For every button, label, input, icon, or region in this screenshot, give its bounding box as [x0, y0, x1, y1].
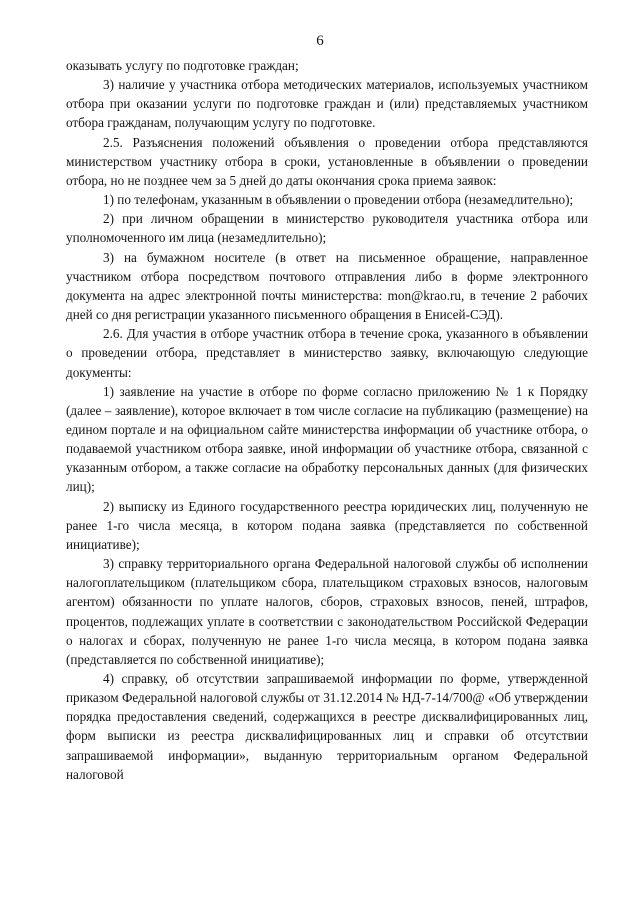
- paragraph-item-4-disqualified-certificate: 4) справку, об отсутствии запрашиваемой информации по форме, утвержденной приказом Федеральной налоговой службы от 31.12.2014 № НД-7-14/700@ «Об утверждении порядка предоставления сведений, содержащихся в реестре дисквалифицированных лиц, форм выписки из реестра дисквалифицированных лиц и справки об отсутствии запрашиваемой информации», выданную территориальным органом Федеральной налоговой: [66, 671, 588, 782]
- page-number: 6: [316, 33, 324, 49]
- paragraph-item-1-application: 1) заявление на участие в отборе по форме согласно приложению № 1 к Порядку (далее – заявление), которое включает в том числе согласие на публикацию (размещение) на едином портале и на официальном сайте министерства информации об участнике отбора, о подаваемой участником отбора заявке, иной информации об участнике отбора, связанной с указанным отбором, а также согласие на обработку персональных данных (для физических лиц);: [66, 383, 588, 495]
- paragraph-item-1-phone: 1) по телефонам, указанным в объявлении о проведении отбора (незамедлительно);: [103, 192, 574, 208]
- paragraph-item-3-paper-response: 3) на бумажном носителе (в ответ на письменное обращение, направленное участником отбора посредством почтового отправления либо в форме электронного документа на адрес электронной почты министерства: mon@krao.ru, в течение 2 рабочих дней со дня регистрации указанного письменного обращения в Енисей-СЭД).: [66, 249, 588, 323]
- paragraph-item-3-methodical-materials: 3) наличие у участника отбора методических материалов, используемых участником отбора при оказании услуги по подготовке граждан и (или) представляемых участником отбора гражданам, получающим услугу по подготовке.: [66, 77, 588, 131]
- paragraph-continuation: оказывать услугу по подготовке граждан;: [66, 58, 299, 73]
- paragraph-item-2-registry-extract: 2) выписку из Единого государственного реестра юридических лиц, полученную не ранее 1-го числа месяца, в котором подана заявка (представляется по собственной инициативе);: [66, 498, 588, 552]
- paragraph-item-3-tax-certificate: 3) справку территориального органа Федеральной налоговой службы об исполнении налогоплательщиком (плательщиком сбора, плательщиком страховых взносов, налоговым агентом) обязанности по уплате налогов, сборов, страховых взносов, пеней, штрафов, процентов, подлежащих уплате в соответствии с законодательством Российской Федерации о налогах и сборах, полученную не ранее 1-го числа месяца, в котором подана заявка (представляется по собственной инициативе);: [66, 556, 588, 667]
- paragraph-2-6-participation: 2.6. Для участия в отборе участник отбора в течение срока, указанного в объявлении о проведении отбора, представляет в министерство заявку, включающую следующие документы:: [66, 326, 588, 380]
- paragraph-item-2-personal-visit: 2) при личном обращении в министерство руководителя участника отбора или уполномоченного им лица (незамедлительно);: [66, 211, 588, 246]
- document-body: [66, 56, 588, 784]
- paragraph-2-5-clarifications: 2.5. Разъяснения положений объявления о проведении отбора представляются министерством участнику отбора в сроки, установленные в объявлении о проведении отбора, но не позднее чем за 5 дней до даты окончания срока приема заявок:: [66, 134, 588, 188]
